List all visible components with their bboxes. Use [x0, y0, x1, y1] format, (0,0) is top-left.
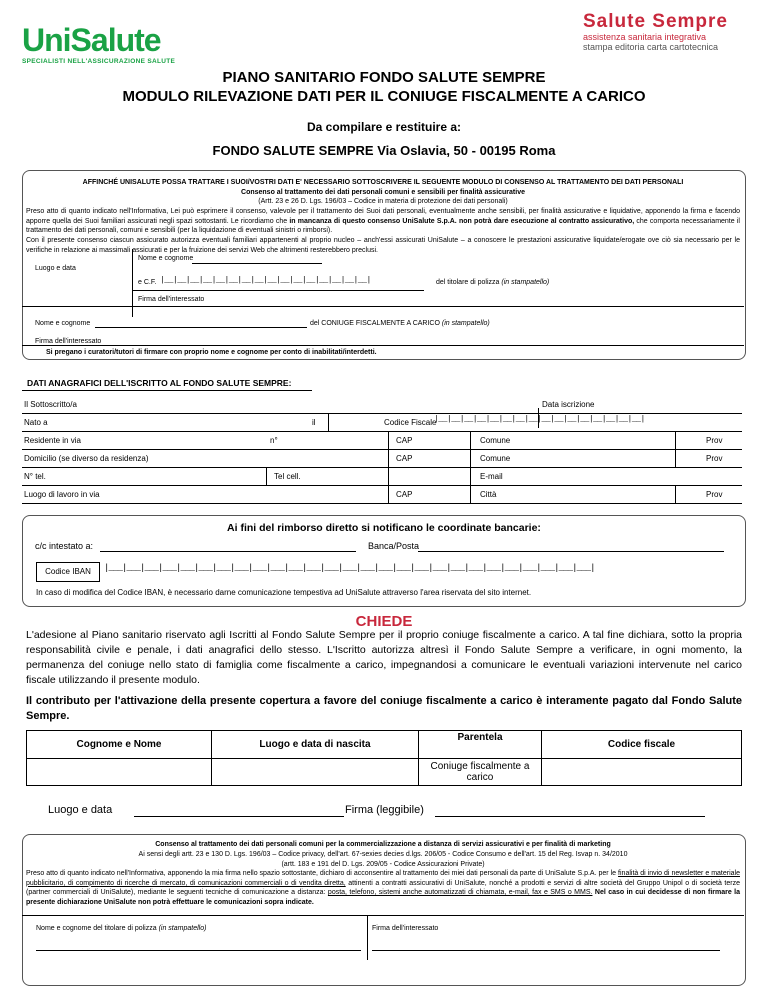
marketing-divider [367, 915, 368, 960]
label-nato: Nato a [24, 418, 48, 427]
label-tel: N° tel. [24, 472, 46, 481]
chiede-body: L'adesione al Piano sanitario riservato agli Iscritti al Fondo Salute Sempre per il proprio coniuge fiscalmente a carico. A tal fine dichiara, sotto la propria responsabilità civile e penale, i dati anagrafici dello stesso. L'Iscritto autorizza altresì il Fondo Salute Sempre a verificare, in ogni momento, la permanenza del coniuge nello stato di famiglia come fiscalmente a carico, impegnandosi a comunicare le eventuali variazioni intervenute nel carico fiscale utilizzando il presente modulo. [26, 629, 742, 686]
return-label: Da compilare e restituire a: [306, 120, 462, 134]
cf-anag-boxes[interactable]: |__|__|__|__|__|__|__|__|__|__|__|__|__|__|__|__| [434, 415, 645, 424]
col-codice-fiscale: Codice fiscale [542, 731, 742, 759]
row-nato[interactable] [22, 414, 742, 432]
row-domicilio[interactable] [22, 450, 742, 468]
cf-boxes[interactable]: |__|__|__|__|__|__|__|__|__|__|__|__|__|__|__|__| [160, 276, 371, 285]
marketing-ref2: (artt. 183 e 191 del D. Lgs. 209/05 - Codice Assicurazioni Private) [281, 861, 485, 868]
salute-sempre-line1: assistenza sanitaria integrativa [583, 32, 707, 42]
iban-note: In caso di modifica del Codice IBAN, è necessario darne comunicazione tempestiva ad UniSalute attraverso l'area riservata del sito internet. [36, 588, 532, 597]
label-cell: Tel cell. [274, 472, 301, 481]
cc-label: c/c intestato a: [35, 541, 94, 551]
marketing-body: Preso atto di quanto indicato nell'Informativa, apponendo la mia firma nello spazio sottostante, dichiaro di acconsentire al trattamento dei miei dati personali da parte di UniSalute S.p.A. per le finalità di invio di newsletter e materiale pubblicitario, di compimento di ricerche di mercato, di comunicazioni commerciali o di vendita diretta, attinenti a contratti assicurativi di UniSalute, nonché a prodotti e servizi di altre società del Gruppo Unipol o di società terze (partner commerciali di UniSalute), mediante le seguenti tecniche di comunicazione a distanza: posta, telefono, sistemi anche automatizzati di chiamata, e-mail, fax e SMS o MMS. Nel caso in cui decidesse di non firmare la presente dichiarazione UniSalute non potrà effettuare le comunicazioni sopra indicate. [26, 870, 740, 906]
label-cap-lavoro: CAP [396, 490, 413, 499]
label-sottoscritto: Il Sottoscritto/a [24, 400, 77, 409]
spouse-name-line[interactable] [95, 327, 307, 328]
cell-parentela: Coniuge fiscalmente a carico [419, 759, 542, 786]
chiede-contrib: Il contributo per l'attivazione della presente copertura a favore del coniuge fiscalmente a carico è interamente pagato dal Fondo Salute Sempre. [26, 695, 742, 722]
iban-boxes[interactable]: |___|___|___|___|___|___|___|___|___|___|___|___|___|___|___|___|___|___|___|___|___|___|___|___|___|___|___| [104, 563, 595, 573]
cf-prefix: e C.F. [138, 279, 157, 286]
salute-sempre-brand: Salute Sempre [583, 11, 728, 32]
salute-sempre-line2: stampa editoria carta cartotecnica [583, 42, 719, 52]
anag-heading-rule [22, 390, 312, 391]
banca-line[interactable] [418, 551, 724, 552]
label-cap-domicilio: CAP [396, 454, 413, 463]
cell-cognome-nome[interactable] [27, 759, 212, 786]
spouse-name-label: Nome e cognome [35, 320, 91, 327]
label-domicilio: Domicilio (se diverso da residenza) [24, 454, 149, 463]
label-citta: Città [480, 490, 497, 499]
consent-separator [22, 306, 744, 307]
consent-paragraph2: Con il presente consenso ciascun assicurato autorizza eventuali familiari appartenenti al proprio nucleo – anch'essi assicurati UniSalute – a conoscere le prestazioni assicurative liquidate/erogate ove ciò sia necessario per le verifiche in relazione ai massimali assicurati e per la fruizione dei servizi Web che altrimenti resterebbero preclusi. [26, 237, 740, 254]
consent-sign-rule [132, 290, 424, 291]
bank-heading: Ai fini del rimborso diretto si notificano le coordinate bancarie: [227, 522, 541, 534]
marketing-sign-label: Firma dell'interessato [372, 925, 439, 932]
label-numero: n° [270, 436, 278, 445]
salute-sempre-logo [583, 12, 728, 52]
coniuge-table [26, 730, 742, 786]
consent-subheading: Consenso al trattamento dei dati personali comuni e sensibili per finalità assicurative [241, 189, 525, 196]
col-parentela: Parentela [419, 731, 542, 759]
unisalute-brand: UniSalute [22, 22, 161, 58]
cell-codice-fiscale[interactable] [542, 759, 742, 786]
label-cap: CAP [396, 436, 413, 445]
sig-firma-line[interactable] [435, 816, 705, 817]
marketing-ref1: Ai sensi degli artt. 23 e 130 D. Lgs. 196/03 – Codice privacy, dell'art. 67-sexies decies d.lgs. 206/05 - Codice Consumo e dell'art. 15 del Reg. Isvap n. 34/2010 [138, 851, 628, 858]
col-cognome-nome: Cognome e Nome [27, 731, 212, 759]
unisalute-tagline: SPECIALISTI NELL'ASSICURAZIONE SALUTE [22, 58, 176, 65]
label-email: E-mail [480, 472, 503, 481]
return-address: FONDO SALUTE SEMPRE Via Oslavia, 50 - 00195 Roma [212, 143, 556, 158]
spouse-suffix: del CONIUGE FISCALMENTE A CARICO (in stampatello) [310, 320, 490, 327]
title-line2: MODULO RILEVAZIONE DATI PER IL CONIUGE FISCALMENTE A CARICO [122, 88, 646, 105]
title-line1: PIANO SANITARIO FONDO SALUTE SEMPRE [222, 69, 546, 86]
cf-suffix: del titolare di polizza (in stampatello) [436, 279, 550, 286]
label-prov-domicilio: Prov [706, 454, 723, 463]
sig-place-label: Luogo e data [48, 804, 113, 816]
spouse-sign-label: Firma dell'interessato [35, 338, 102, 345]
cc-line[interactable] [100, 551, 356, 552]
label-prov: Prov [706, 436, 723, 445]
label-il: il [312, 418, 316, 427]
cell-luogo-data[interactable] [212, 759, 419, 786]
chiede-title: CHIEDE [355, 613, 413, 630]
tutors-note: Si pregano i curatori/tutori di firmare con proprio nome e cognome per conto di inabilitati/interdetti. [46, 349, 377, 356]
marketing-heading: Consenso al trattamento dei dati personali comuni per la commercializzazione a distanza di servizi assicurativi e per finalità di marketing [155, 841, 611, 848]
label-codice-fiscale: Codice Fiscale [384, 418, 437, 427]
place-date-label: Luogo e data [35, 265, 76, 272]
row-sottoscritto[interactable] [22, 396, 742, 414]
label-comune: Comune [480, 436, 511, 445]
banca-label: Banca/Posta [368, 541, 420, 551]
spouse-separator [22, 345, 744, 346]
consent-heading: AFFINCHÉ UNISALUTE POSSA TRATTARE I SUOI/VOSTRI DATI E' NECESSARIO SOTTOSCRIVERE IL SEGUENTE MODULO DI CONSENSO AL TRATTAMENTO DEI DATI PERSONALI [82, 179, 684, 186]
titolare-name-label: Nome e cognome [138, 255, 194, 262]
consent-ref: (Artt. 23 e 26 D. Lgs. 196/03 – Codice in materia di protezione dei dati personali) [258, 198, 508, 205]
sig-firma-label: Firma (leggibile) [345, 804, 424, 816]
anag-heading: DATI ANAGRAFICI DELL'ISCRITTO AL FONDO SALUTE SEMPRE: [27, 378, 292, 388]
sign-label: Firma dell'interessato [138, 296, 205, 303]
label-prov-lavoro: Prov [706, 490, 723, 499]
label-residente: Residente in via [24, 436, 81, 445]
row-telefono[interactable] [22, 468, 742, 486]
unisalute-logo [22, 24, 175, 65]
col-luogo-data: Luogo e data di nascita [212, 731, 419, 759]
label-data-iscrizione: Data iscrizione [542, 400, 595, 409]
label-lavoro: Luogo di lavoro in via [24, 490, 100, 499]
marketing-separator [22, 915, 744, 916]
row-residenza[interactable] [22, 432, 742, 450]
marketing-sign-line[interactable] [372, 950, 720, 951]
iban-label: Codice IBAN [36, 562, 100, 582]
marketing-name-line[interactable] [36, 950, 361, 951]
titolare-name-line[interactable] [192, 263, 322, 264]
consent-paragraph1: Preso atto di quanto indicato nell'Informativa, Lei può esprimere il consenso, valevole per il trattamento dei Suoi dati personali, eventualmente anche sensibili, per finalità assicurative e liquidative, apponendo la firma e facendo apporre quella dei Suoi familiari assicurati negli spazi sottostanti. Le ricordiamo che in mancanza di questo consenso UniSalute S.p.A. non potrà dare esecuzione al contratto assicurativo, che comporta necessariamente il trattamento dei dati personali, comuni e sensibili (per la liquidazione di eventuali sinistri o rimborsi). [26, 208, 740, 234]
label-comune-domicilio: Comune [480, 454, 511, 463]
row-lavoro[interactable] [22, 486, 742, 504]
sig-place-line[interactable] [134, 816, 344, 817]
marketing-name-label: Nome e cognome del titolare di polizza (in stampatello) [36, 925, 207, 932]
